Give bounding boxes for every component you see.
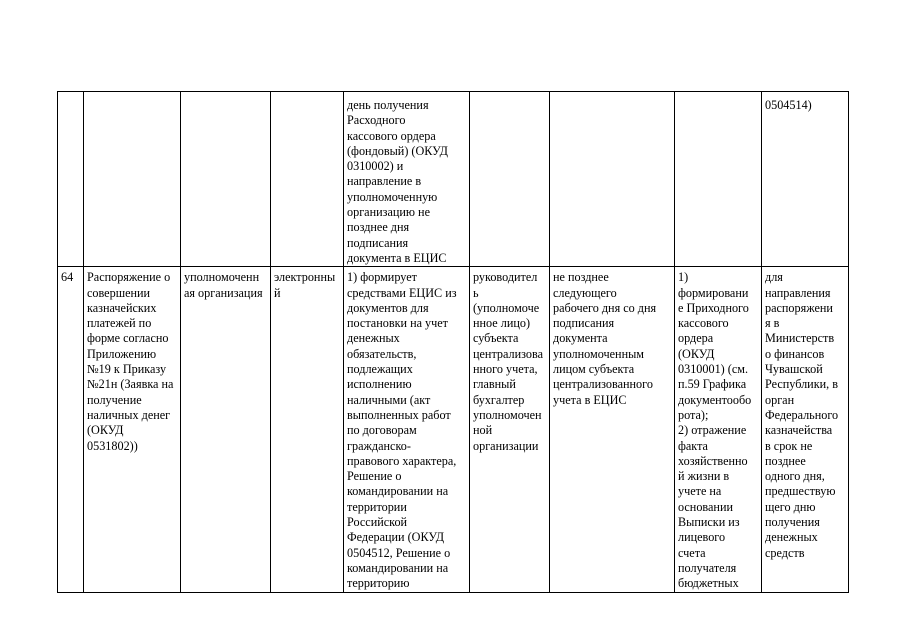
cell-organization	[181, 92, 271, 267]
cell-operations	[675, 92, 762, 267]
cell-operations: 1) формировани е Приходного кассового ордера (ОКУД 0310001) (см. п.59 Графика документообо рота); 2) отражение факта хозяйственно й жизни в учете на основании Выписки из лицевого счета получателя бюджетных	[675, 267, 762, 592]
cell-organization: уполномоченн ая организация	[181, 267, 271, 592]
cell-responsible	[470, 92, 550, 267]
cell-purpose: для направления распоряжени я в Министерств о финансов Чувашской Республики, в орган Федерального казначейства в срок не позднее одного дня, предшествую щего дню получения денежных средств	[762, 267, 849, 592]
cell-deadline: не позднее следующего рабочего дня со дня подписания документа уполномоченным лицом субъекта централизованного учета в ЕЦИС	[550, 267, 675, 592]
cell-form	[271, 92, 344, 267]
document-table	[57, 91, 849, 593]
cell-document: Распоряжение о совершении казначейских платежей по форме согласно Приложению №19 к Приказу №21н (Заявка на получение наличных денег (ОКУД 0531802))	[84, 267, 181, 592]
cell-actions: 1) формирует средствами ЕЦИС из документов для постановки на учет денежных обязательств, подлежащих исполнению наличными (акт выполненных работ по договорам гражданско- правового характера, Решение о командировании на территории Российской Федерации (ОКУД 0504512, Решение о командировании на территорию	[344, 267, 470, 592]
table-row	[58, 92, 849, 267]
cell-actions: день получения Расходного кассового ордера (фондовый) (ОКУД 0310002) и направление в уполномоченную организацию не позднее дня подписания документа в ЕЦИС	[344, 92, 470, 267]
cell-number	[58, 92, 84, 267]
cell-purpose: 0504514)	[762, 92, 849, 267]
cell-deadline	[550, 92, 675, 267]
cell-responsible: руководител ь (уполномоче нное лицо) субъекта централизова нного учета, главный бухгалтер уполномочен ной организации	[470, 267, 550, 592]
table-row	[58, 267, 849, 592]
cell-document	[84, 92, 181, 267]
cell-form: электронны й	[271, 267, 344, 592]
cell-number: 64	[58, 267, 84, 592]
